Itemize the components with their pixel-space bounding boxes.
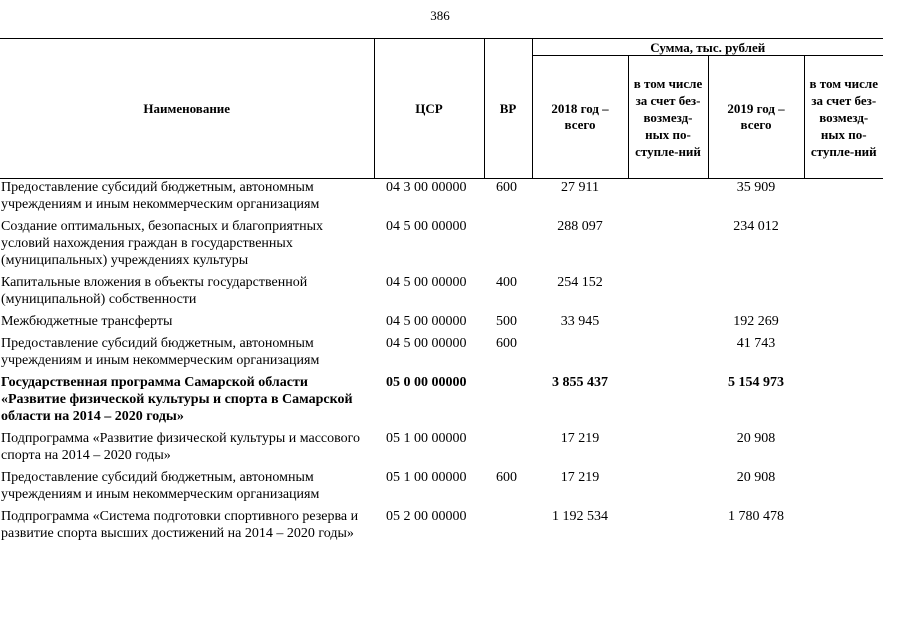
table-row: [0, 430, 883, 469]
row-2019-total: 20 908: [736, 470, 776, 485]
row-2019-grants: [804, 335, 883, 374]
row-csr: 05 1 00 00000: [386, 470, 467, 485]
row-name: Подпрограмма «Развитие физической культуры и массового спорта на 2014 – 2020 годы»: [1, 431, 361, 463]
row-2019-total: [708, 274, 804, 313]
row-vr: [484, 430, 532, 469]
row-2018-total: [532, 335, 628, 374]
row-2019-grants: [804, 218, 883, 274]
table-row: [0, 274, 883, 313]
row-name: Государственная программа Самарской области «Развитие физической культуры и спорта в Самарской области на 2014 – 2020 годы»: [1, 375, 353, 424]
row-2019-total: 41 743: [736, 336, 776, 351]
budget-table: [0, 38, 883, 547]
row-2019-grants: [804, 374, 883, 430]
row-2018-grants: [628, 430, 708, 469]
row-vr: 600: [496, 336, 517, 351]
row-csr: 05 0 00 00000: [386, 375, 467, 390]
row-vr: 600: [496, 180, 517, 195]
row-2019-grants: [804, 469, 883, 508]
row-vr: 500: [496, 314, 517, 329]
row-csr: 05 2 00 00000: [386, 509, 467, 524]
header-2019-grants: в том числе за счет без-возмезд-ных по-ступле-ний: [804, 56, 883, 179]
row-csr: 04 5 00 00000: [386, 219, 467, 234]
row-name: Капитальные вложения в объекты государственной (муниципальной) собственности: [1, 275, 308, 307]
row-2018-grants: [628, 313, 708, 335]
row-csr: 04 5 00 00000: [386, 314, 467, 329]
row-2018-total: 3 855 437: [552, 375, 608, 390]
header-name: Наименование: [0, 39, 374, 179]
header-vr: ВР: [484, 39, 532, 179]
table-row: [0, 313, 883, 335]
row-name: Предоставление субсидий бюджетным, автономным учреждениям и иным некоммерческим организациям: [1, 180, 320, 212]
row-vr: [484, 374, 532, 430]
table-row: [0, 374, 883, 430]
row-name: Предоставление субсидий бюджетным, автономным учреждениям и иным некоммерческим организациям: [1, 470, 320, 502]
row-2018-grants: [628, 508, 708, 547]
row-vr: [484, 218, 532, 274]
row-2018-total: 17 219: [560, 470, 600, 485]
row-csr: 04 5 00 00000: [386, 275, 467, 290]
row-2019-total: 1 780 478: [728, 509, 784, 524]
row-vr: 400: [496, 275, 517, 290]
row-2018-grants: [628, 335, 708, 374]
row-csr: 05 1 00 00000: [386, 431, 467, 446]
row-2019-total: 5 154 973: [728, 375, 784, 390]
row-2018-total: 33 945: [560, 314, 600, 329]
table-body: [0, 179, 883, 548]
header-csr: ЦСР: [374, 39, 484, 179]
table-header: [0, 39, 883, 179]
row-2018-total: 254 152: [557, 275, 603, 290]
row-name: Создание оптимальных, безопасных и благоприятных условий нахождения граждан в государственных (муниципальных) учреждениях культуры: [1, 219, 324, 268]
row-2019-grants: [804, 179, 883, 219]
row-csr: 04 3 00 00000: [386, 180, 467, 195]
row-2018-total: 27 911: [561, 180, 599, 195]
row-2019-total: 20 908: [736, 431, 776, 446]
row-2018-total: 17 219: [560, 431, 600, 446]
row-2019-total: 35 909: [736, 180, 776, 195]
row-2019-grants: [804, 274, 883, 313]
table-row: [0, 218, 883, 274]
header-2018-total: 2018 год – всего: [532, 56, 628, 179]
row-2018-total: 288 097: [557, 219, 603, 234]
table-row: [0, 179, 883, 219]
row-2019-grants: [804, 430, 883, 469]
row-name: Межбюджетные трансферты: [1, 314, 173, 329]
header-2018-grants: в том числе за счет без-возмезд-ных по-ступле-ний: [628, 56, 708, 179]
table-row: [0, 508, 883, 547]
page-number: 386: [430, 8, 450, 23]
table-row: [0, 335, 883, 374]
row-2019-grants: [804, 508, 883, 547]
row-vr: [484, 508, 532, 547]
row-2018-grants: [628, 274, 708, 313]
header-sum-group: Сумма, тыс. рублей: [532, 39, 883, 56]
row-csr: 04 5 00 00000: [386, 336, 467, 351]
row-2018-grants: [628, 179, 708, 219]
row-2018-grants: [628, 469, 708, 508]
row-2018-grants: [628, 374, 708, 430]
row-2019-grants: [804, 313, 883, 335]
row-2018-grants: [628, 218, 708, 274]
table-row: [0, 469, 883, 508]
row-name: Подпрограмма «Система подготовки спортивного резерва и развитие спорта высших достижений на 2014 – 2020 годы»: [1, 509, 359, 541]
row-2019-total: 234 012: [733, 219, 779, 234]
row-vr: 600: [496, 470, 517, 485]
row-name: Предоставление субсидий бюджетным, автономным учреждениям и иным некоммерческим организациям: [1, 336, 320, 368]
row-2019-total: 192 269: [733, 314, 779, 329]
header-2019-total: 2019 год – всего: [708, 56, 804, 179]
row-2018-total: 1 192 534: [552, 509, 608, 524]
